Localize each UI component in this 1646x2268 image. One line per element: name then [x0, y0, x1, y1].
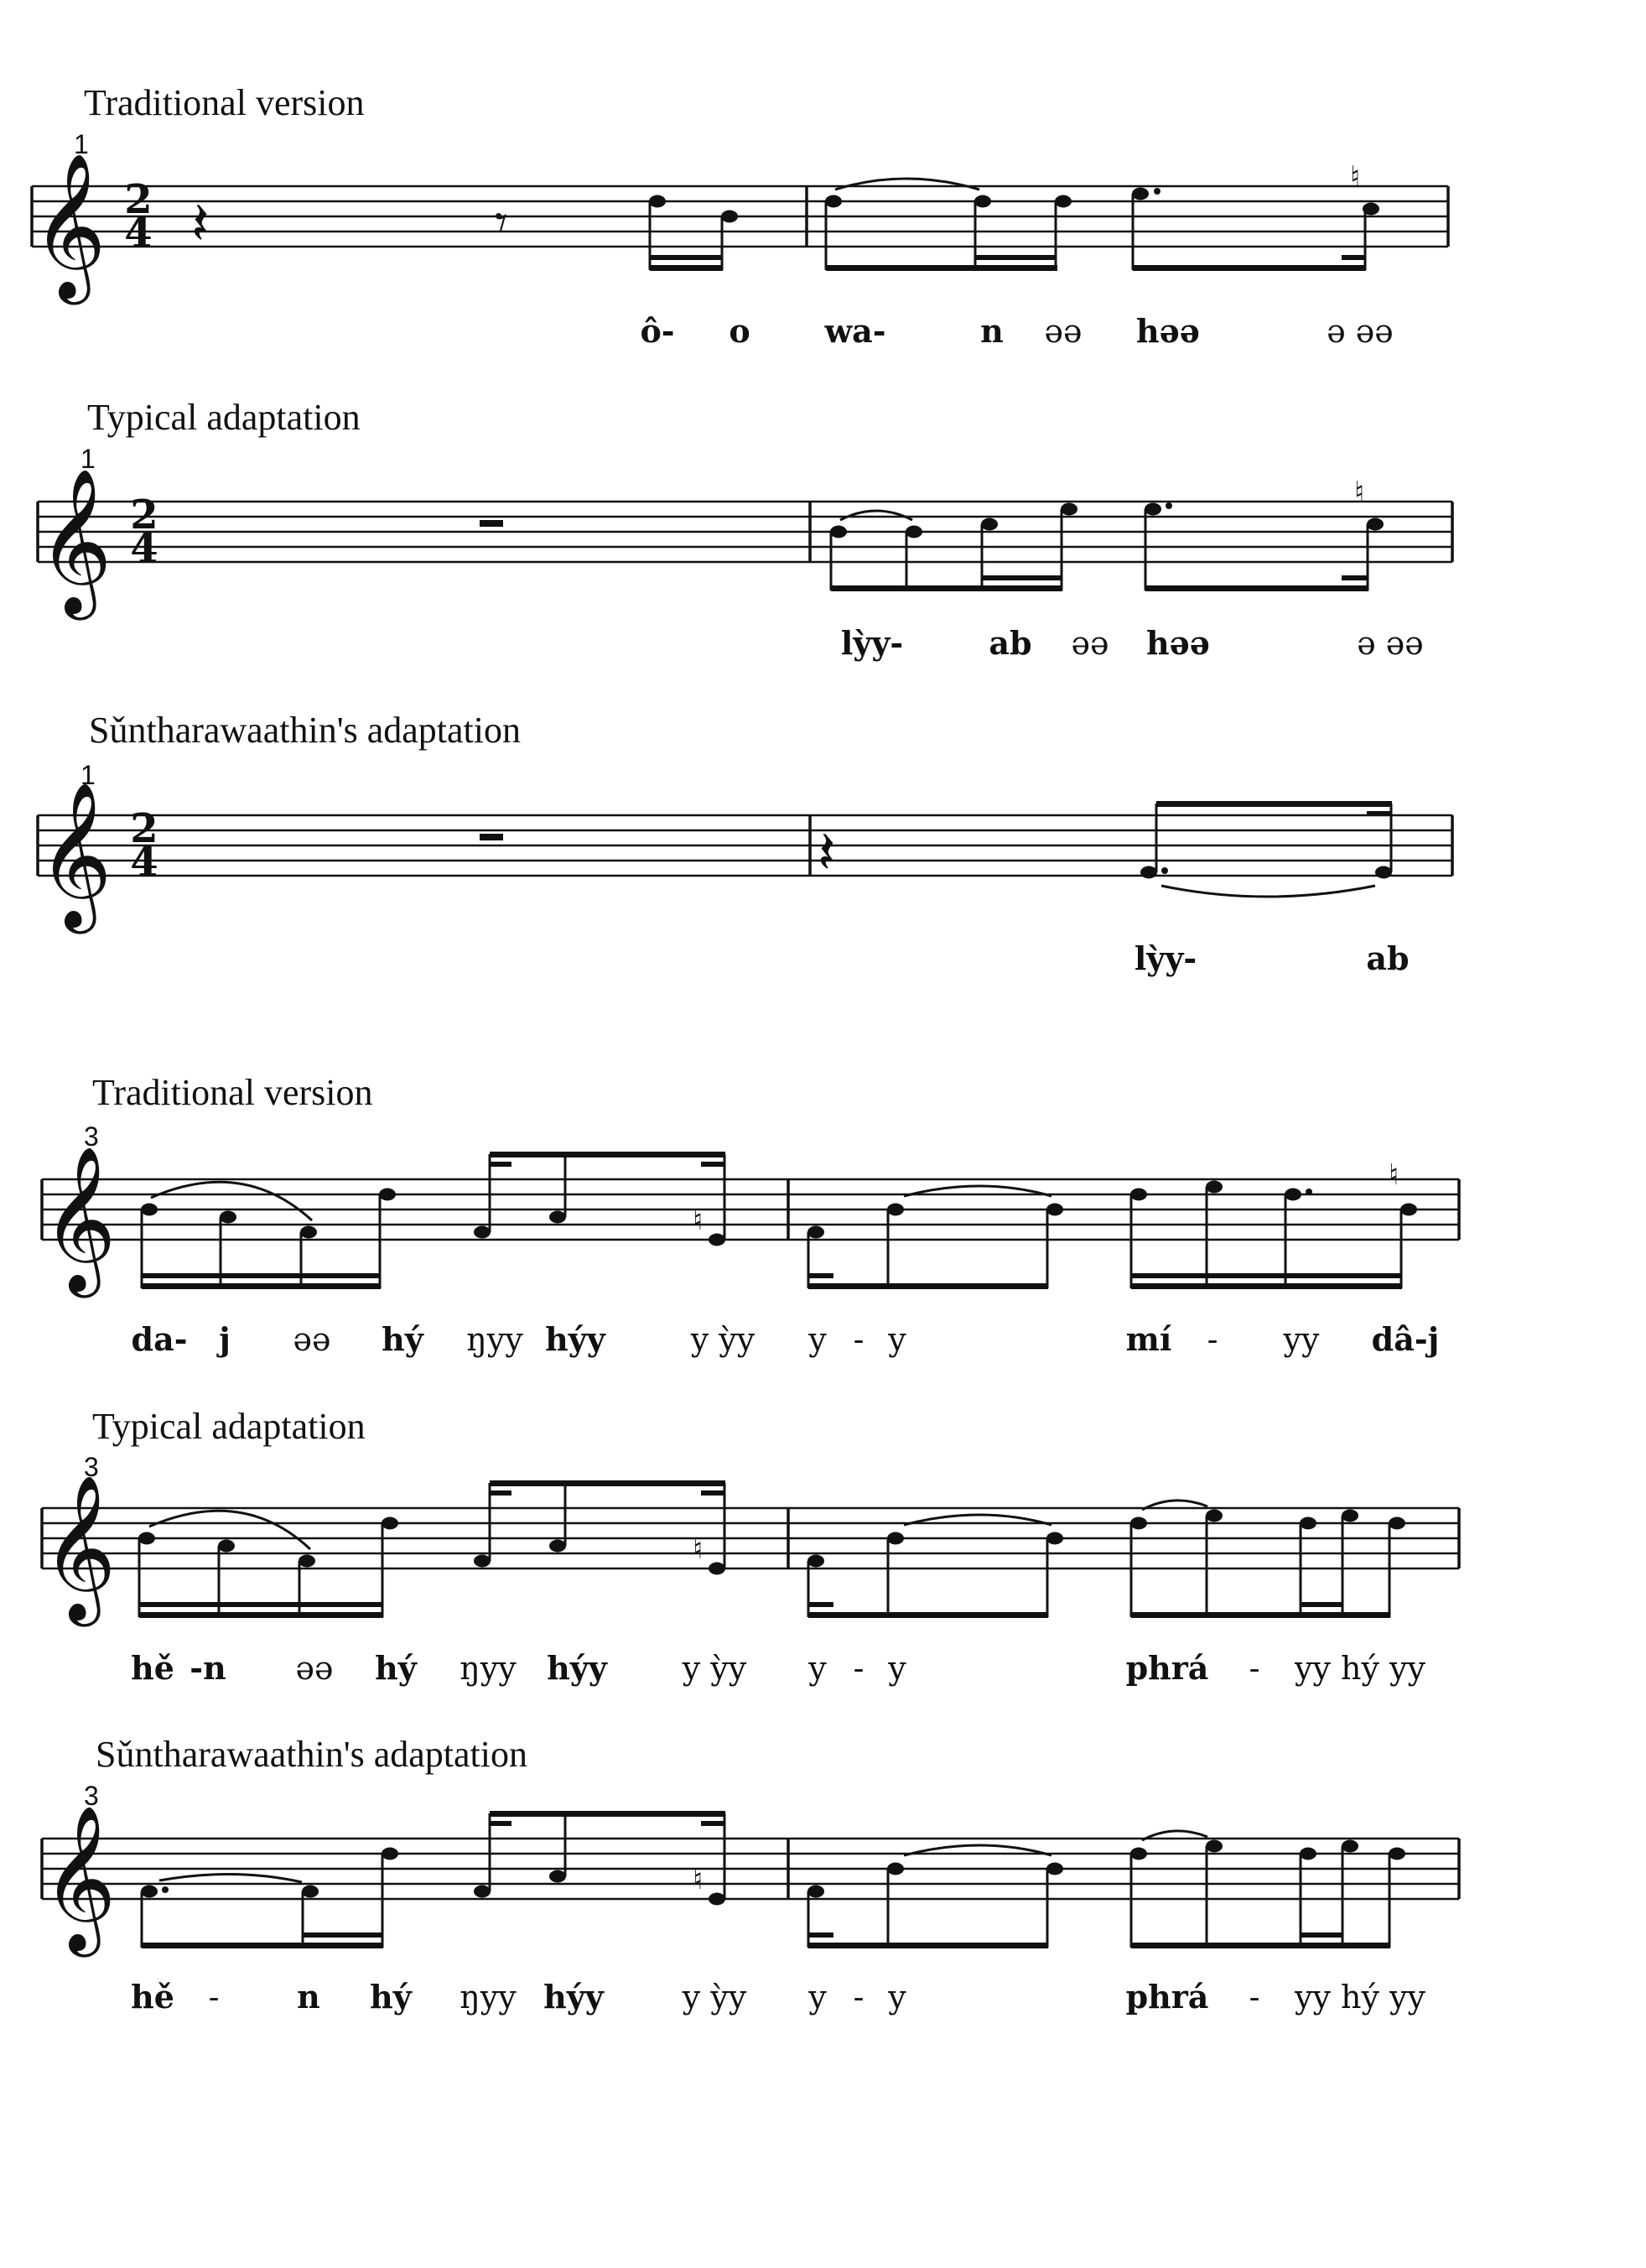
system-label: Sǔntharawaathin's adaptation — [89, 710, 522, 751]
staff — [38, 502, 1452, 562]
lyric-syllable: dâ-j — [1371, 1320, 1440, 1358]
lyric-syllable: hý — [370, 1978, 412, 2016]
lyric-syllable: hě — [131, 1978, 174, 2016]
lyric-syllable: hý — [375, 1649, 417, 1687]
lyric-syllable: - — [208, 1979, 220, 2016]
lyric-syllable: ab — [989, 624, 1032, 662]
lyric-syllable: - — [1249, 1650, 1260, 1687]
treble-clef-icon: 𝄞 — [38, 782, 112, 928]
lyric-syllable: həə — [1136, 312, 1200, 350]
treble-clef-icon: 𝄞 — [42, 1146, 117, 1292]
time-signature-top: 2 — [130, 805, 158, 852]
lyric-syllable: həə — [1146, 624, 1210, 662]
grace-note-icon: ♮ — [1354, 476, 1365, 509]
notes-measure-4 — [807, 1501, 1405, 1618]
lyric-syllable: - — [853, 1321, 865, 1358]
lyric-syllable: əə — [1071, 625, 1109, 662]
quarter-rest-icon: 𝄽 — [818, 818, 836, 887]
notes-measure-2 — [830, 476, 1384, 591]
lyric-syllable: y ỳy — [682, 1650, 747, 1687]
lyric-syllable: y — [808, 1321, 827, 1358]
lyric-syllable: ə əə — [1327, 313, 1394, 350]
system-6 — [42, 1734, 1459, 2016]
treble-clef-icon: 𝄞 — [38, 468, 112, 614]
lyric-syllable: y — [888, 1650, 906, 1687]
lyric-syllable: əə — [293, 1321, 331, 1358]
lyric-syllable: əə — [1044, 313, 1083, 350]
lyrics — [132, 1320, 1440, 1358]
whole-rest-icon — [480, 520, 503, 527]
staff — [42, 1179, 1459, 1240]
system-4 — [42, 1072, 1459, 1358]
whole-rest-icon — [480, 834, 503, 840]
time-signature-top: 2 — [124, 176, 153, 223]
lyric-syllable: ŋyy — [460, 1650, 517, 1687]
lyric-syllable: wa- — [824, 312, 886, 350]
treble-clef-icon: 𝄞 — [32, 153, 106, 299]
lyrics — [131, 1978, 1425, 2016]
grace-note-icon: ♮ — [1350, 160, 1361, 194]
lyric-syllable: - — [853, 1650, 865, 1687]
lyric-syllable: əə — [295, 1650, 334, 1687]
lyric-syllable: y — [888, 1979, 906, 2016]
lyric-syllable: n — [297, 1978, 320, 2016]
lyric-syllable: y — [888, 1321, 906, 1358]
notes-measure-3 — [138, 1480, 725, 1618]
lyric-syllable: -n — [190, 1649, 226, 1687]
grace-note-icon: ♮ — [693, 1863, 704, 1896]
system-3 — [38, 710, 1452, 977]
treble-clef-icon: 𝄞 — [42, 1805, 117, 1951]
lyric-syllable: hý — [382, 1320, 423, 1358]
time-signature-top: 2 — [130, 492, 158, 538]
notes-measure-3 — [141, 1811, 725, 1948]
lyric-syllable: phrá — [1125, 1649, 1209, 1687]
system-label: Traditional version — [84, 82, 365, 123]
notes-measure-4 — [807, 1831, 1405, 1948]
measure-number: 1 — [74, 129, 89, 159]
lyric-syllable: hýy — [547, 1649, 607, 1687]
lyric-syllable: da- — [131, 1320, 188, 1358]
lyric-syllable: ab — [1366, 939, 1410, 977]
system-label: Typical adaptation — [87, 397, 361, 438]
lyric-syllable: hýy — [543, 1978, 604, 2016]
lyric-syllable: n — [980, 312, 1004, 350]
lyric-syllable: yy hý yy — [1295, 1650, 1425, 1687]
lyrics — [1135, 939, 1410, 977]
lyric-syllable: lỳy- — [1134, 939, 1197, 977]
grace-note-icon: ♮ — [693, 1532, 704, 1566]
system-1 — [32, 82, 1448, 350]
notes-measure-1 — [649, 195, 738, 272]
staff — [32, 186, 1448, 247]
staff — [38, 815, 1452, 876]
lyric-syllable: y — [808, 1979, 827, 2016]
lyrics — [841, 624, 1424, 662]
system-label: Typical adaptation — [92, 1406, 366, 1447]
time-signature-bottom: 4 — [130, 839, 158, 886]
measure-number: 3 — [84, 1781, 99, 1811]
lyric-syllable: yy hý yy — [1295, 1979, 1425, 2016]
measure-number: 1 — [80, 760, 96, 790]
lyric-syllable: mí — [1125, 1320, 1172, 1358]
system-2 — [38, 397, 1452, 662]
grace-note-icon: ♮ — [1389, 1158, 1399, 1192]
lyric-syllable: ŋyy — [466, 1321, 523, 1358]
grace-note-icon: ♮ — [693, 1204, 704, 1237]
treble-clef-icon: 𝄞 — [42, 1475, 117, 1620]
notes-measure-3 — [141, 1152, 725, 1289]
system-label: Traditional version — [92, 1072, 373, 1113]
quarter-rest-icon: 𝄽 — [191, 189, 210, 257]
time-signature-bottom: 4 — [130, 525, 158, 572]
measure-number: 1 — [80, 444, 96, 474]
lyric-syllable: y ỳy — [682, 1979, 747, 2016]
lyric-syllable: - — [853, 1979, 865, 2016]
time-signature-bottom: 4 — [124, 210, 153, 257]
lyric-syllable: hýy — [545, 1320, 605, 1358]
lyric-syllable: y ỳy — [690, 1321, 755, 1358]
lyric-syllable: yy — [1283, 1321, 1320, 1358]
system-5 — [42, 1406, 1459, 1687]
lyric-syllable: - — [1249, 1979, 1260, 2016]
lyric-syllable: - — [1207, 1321, 1218, 1358]
lyric-syllable: phrá — [1125, 1978, 1209, 2016]
lyric-syllable: ô- — [640, 312, 675, 350]
measure-number: 3 — [84, 1121, 99, 1152]
lyric-syllable: j — [219, 1320, 231, 1358]
lyric-syllable: hě — [131, 1649, 174, 1687]
lyric-syllable: y — [808, 1650, 827, 1687]
lyric-syllable: lỳy- — [840, 624, 904, 662]
lyric-syllable: ə əə — [1357, 625, 1424, 662]
lyric-syllable: ŋyy — [460, 1979, 517, 2016]
lyrics — [640, 312, 1393, 350]
lyrics — [131, 1649, 1425, 1687]
measure-number: 3 — [84, 1452, 99, 1482]
system-label: Sǔntharawaathin's adaptation — [96, 1734, 528, 1775]
eighth-rest-icon: 𝄾 — [495, 194, 508, 251]
lyric-syllable: o — [729, 312, 750, 350]
staff — [42, 1839, 1459, 1899]
